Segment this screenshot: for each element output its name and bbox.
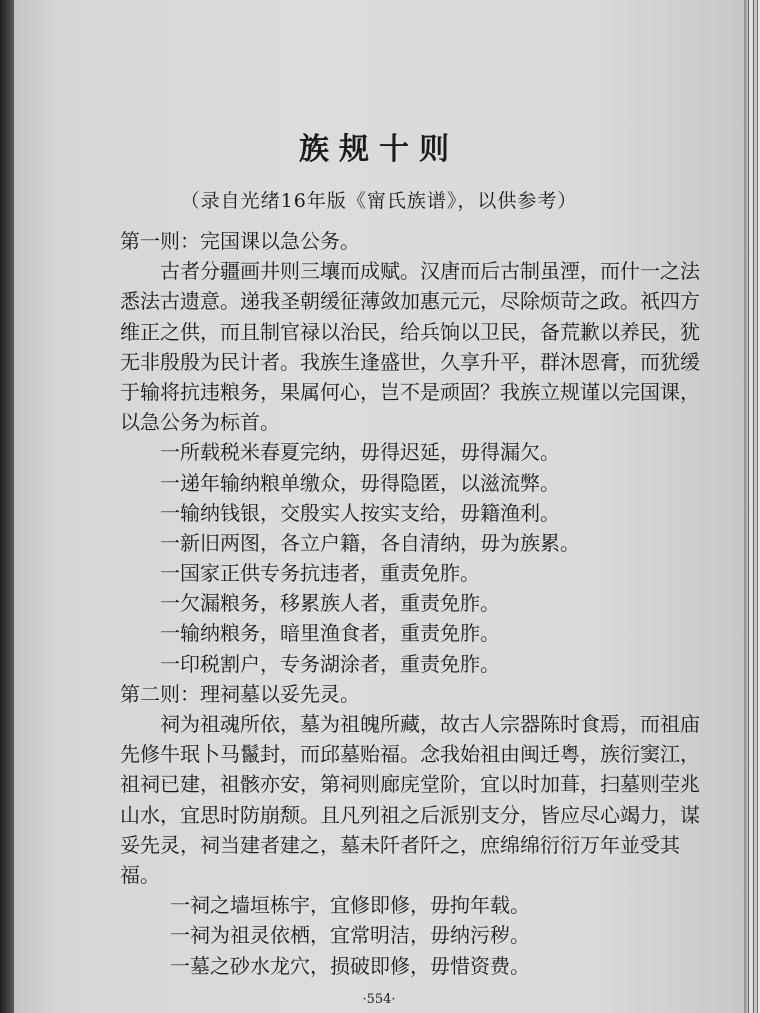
- paragraph-line: 先修牛珉卜马鬣封，而邱墓贻福。念我始祖由闽迁粤，族衍窦江，: [120, 742, 700, 767]
- book-page: [14, 0, 744, 1013]
- paragraph-line: 无非殷殷为民计者。我族生逢盛世，久享升平，群沐恩膏，而犹缓: [120, 349, 700, 374]
- paragraph-line: 福。: [120, 862, 160, 887]
- paragraph-line: 于输将抗违粮务，果属何心，岂不是顽固？我族立规谨以完国课，: [120, 379, 700, 404]
- rule-item: 一国家正供专务抗违者，重责免胙。: [160, 561, 480, 586]
- paragraph-line: 以急公务为标首。: [120, 410, 280, 435]
- rule-item: 一新旧两图，各立户籍，各自清纳，毋为族累。: [160, 530, 580, 555]
- rule-heading: 第二则：理祠墓以妥先灵。: [120, 681, 360, 706]
- rule-item: 一输纳粮务，暗里渔食者，重责免胙。: [160, 621, 500, 646]
- page-edge-line: [757, 0, 758, 1013]
- page-stack-edge: [744, 0, 760, 1013]
- page-edge-line: [753, 0, 754, 1013]
- paragraph-line: 悉法古遗意。递我圣朝缓征薄敛加惠元元，尽除烦苛之政。祇四方: [120, 289, 700, 314]
- page-number: ·554·: [362, 992, 396, 1007]
- rule-item: 一输纳钱银，交殷实人按实支给，毋籍渔利。: [160, 500, 560, 525]
- rule-item: 一墓之砂水龙穴，损破即修，毋惜资费。: [170, 953, 530, 978]
- page-title: 族规十则: [299, 132, 459, 167]
- book-spine-shadow: [0, 0, 14, 1013]
- rule-item: 一所载税米春夏完纳，毋得迟延，毋得漏欠。: [160, 440, 560, 465]
- paragraph-line: 祖祠已建，祖骸亦安，第祠则廊庑堂阶，宜以时加葺，扫墓则茔兆: [120, 772, 700, 797]
- rule-item: 一印税割户，专务湖涂者，重责免胙。: [160, 651, 500, 676]
- paragraph-line: 古者分疆画井则三壤而成赋。汉唐而后古制虽湮，而什一之法: [160, 259, 700, 284]
- page-edge-line: [748, 0, 749, 1013]
- paragraph-line: 维正之供，而且制官禄以治民，给兵饷以卫民，备荒歉以养民，犹: [120, 319, 700, 344]
- paragraph-line: 山水，宜思时防崩颓。且凡列祖之后派别支分，皆应尽心竭力，谋: [120, 802, 700, 827]
- rule-item: 一祠之墙垣栋宇，宜修即修，毋拘年载。: [170, 893, 530, 918]
- rule-item: 一祠为祖灵依栖，宜常明洁，毋纳污秽。: [170, 923, 530, 948]
- body-text: [120, 226, 730, 981]
- page-subtitle: （录自光绪16年版《甯氏族谱》，以供参考）: [180, 190, 578, 212]
- rule-item: 一递年输纳粮单缴众，毋得隐匿，以滋流弊。: [160, 470, 560, 495]
- paragraph-line: 祠为祖魂所依，墓为祖魄所藏，故古人宗器陈时食焉，而祖庙: [160, 712, 700, 736]
- rule-item: 一欠漏粮务，移累族人者，重责免胙。: [160, 591, 500, 616]
- rule-heading: 第一则：完国课以急公务。: [120, 229, 360, 253]
- paragraph-line: 妥先灵，祠当建者建之，墓未阡者阡之，庶绵绵衍衍万年並受其: [120, 832, 680, 857]
